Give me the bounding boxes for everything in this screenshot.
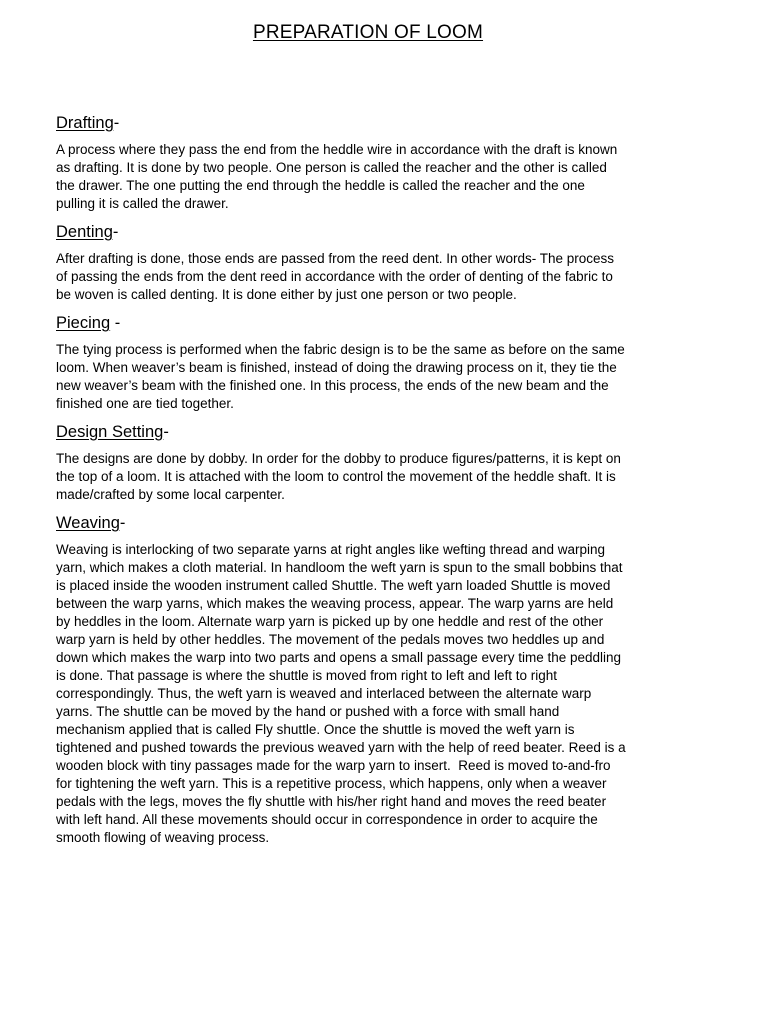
section-heading-text: Weaving bbox=[56, 514, 120, 532]
paragraph-line: tightened and pushed towards the previous weaved yarn with the help of reed beater. Reed is a bbox=[56, 740, 626, 755]
section-heading bbox=[56, 113, 716, 133]
section-paragraph bbox=[56, 541, 716, 847]
document-body bbox=[56, 113, 716, 847]
paragraph-line: is done. That passage is where the shuttle is moved from right to left and left to right bbox=[56, 668, 558, 683]
section-design-setting bbox=[56, 422, 716, 504]
document-title bbox=[0, 22, 736, 44]
section-heading-suffix: - bbox=[113, 114, 120, 132]
paragraph-line: is placed inside the wooden instrument called Shuttle. The weft yarn loaded Shuttle is moved bbox=[56, 578, 611, 593]
paragraph-line: for tightening the weft yarn. This is a repetitive process, which happens, only when a weaver bbox=[56, 776, 607, 791]
section-heading-suffix: - bbox=[110, 314, 121, 332]
paragraph-line: A process where they pass the end from the heddle wire in accordance with the draft is known bbox=[56, 142, 618, 157]
paragraph-line: mechanism applied that is called Fly shuttle. Once the shuttle is moved the weft yarn is bbox=[56, 722, 575, 737]
section-heading bbox=[56, 513, 716, 533]
section-piecing bbox=[56, 313, 716, 413]
paragraph-line: yarns. The shuttle can be moved by the hand or pushed with a force with small hand bbox=[56, 704, 560, 719]
paragraph-line: made/crafted by some local carpenter. bbox=[56, 487, 285, 502]
section-heading-text: Drafting bbox=[56, 114, 114, 132]
paragraph-line: with left hand. All these movements should occur in correspondence in order to acquire the bbox=[56, 812, 598, 827]
section-heading-text: Design Setting bbox=[56, 423, 164, 441]
paragraph-line: new weaver’s beam with the finished one. In this process, the ends of the new beam and the bbox=[56, 378, 609, 393]
paragraph-line: correspondingly. Thus, the weft yarn is weaved and interlaced between the alternate warp bbox=[56, 686, 592, 701]
section-heading-suffix: - bbox=[112, 223, 119, 241]
section-paragraph bbox=[56, 141, 716, 213]
section-heading-suffix: - bbox=[163, 423, 169, 441]
section-heading bbox=[56, 422, 716, 442]
paragraph-line: by heddles in the loom. Alternate warp yarn is picked up by one heddle and rest of the other bbox=[56, 614, 604, 629]
paragraph-line: wooden block with tiny passages made for the warp yarn to insert. Reed is moved to-and-fro bbox=[56, 758, 611, 773]
paragraph-line: of passing the ends from the dent reed in accordance with the order of denting of the fabric to bbox=[56, 269, 613, 284]
section-paragraph bbox=[56, 341, 716, 413]
section-heading bbox=[56, 313, 716, 333]
paragraph-line: pedals with the legs, moves the fly shuttle with his/her right hand and moves the reed beater bbox=[56, 794, 607, 809]
paragraph-line: the top of a loom. It is attached with the loom to control the movement of the heddle shaft. It is bbox=[56, 469, 616, 484]
section-drafting bbox=[56, 113, 716, 213]
paragraph-line: The tying process is performed when the fabric design is to be the same as before on the same bbox=[56, 342, 625, 357]
paragraph-line: between the warp yarns, which makes the weaving process, appear. The warp yarns are held bbox=[56, 596, 614, 611]
section-heading bbox=[56, 222, 716, 242]
section-paragraph bbox=[56, 250, 716, 304]
paragraph-line: After drafting is done, those ends are passed from the reed dent. In other words- The process bbox=[56, 251, 615, 266]
paragraph-line: pulling it is called the drawer. bbox=[56, 196, 229, 211]
section-heading-text: Denting bbox=[56, 223, 113, 241]
document-title-text: PREPARATION OF LOOM bbox=[252, 22, 484, 43]
paragraph-line: the drawer. The one putting the end through the heddle is called the reacher and the one bbox=[56, 178, 585, 193]
paragraph-line: yarn, which makes a cloth material. In handloom the weft yarn is spun to the small bobbins that bbox=[56, 560, 623, 575]
paragraph-line: be woven is called denting. It is done either by just one person or two people. bbox=[56, 287, 517, 302]
paragraph-line: down which makes the warp into two parts and opens a small passage every time the peddling bbox=[56, 650, 622, 665]
paragraph-line: as drafting. It is done by two people. One person is called the reacher and the other is called bbox=[56, 160, 607, 175]
paragraph-line: The designs are done by dobby. In order for the dobby to produce figures/patterns, it is kept on bbox=[56, 451, 621, 466]
section-paragraph bbox=[56, 450, 716, 504]
paragraph-line: smooth flowing of weaving process. bbox=[56, 830, 270, 845]
section-heading-text: Piecing bbox=[56, 314, 111, 332]
paragraph-line: loom. When weaver’s beam is finished, instead of doing the drawing process on it, they tie the bbox=[56, 360, 617, 375]
section-denting bbox=[56, 222, 716, 304]
section-heading-suffix: - bbox=[119, 514, 126, 532]
paragraph-line: Weaving is interlocking of two separate yarns at right angles like wefting thread and warping bbox=[56, 542, 606, 557]
section-weaving bbox=[56, 513, 716, 847]
paragraph-line: warp yarn is held by other heddles. The movement of the pedals moves two heddles up and bbox=[56, 632, 605, 647]
paragraph-line: finished one are tied together. bbox=[56, 396, 234, 411]
